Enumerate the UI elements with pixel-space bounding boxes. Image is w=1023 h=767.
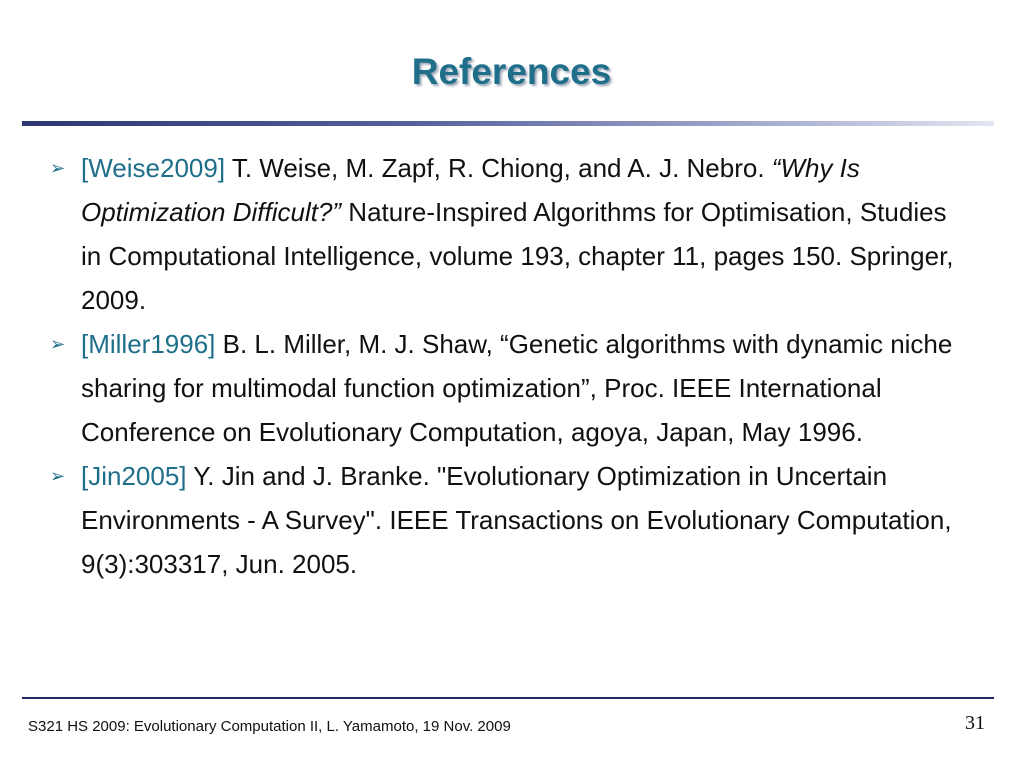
reference-details: Nature-Inspired Algorithms for Optimisation, Studies in Computational Intelligence, volume 193, chapter 11, pages 150. Springer, 2009. [81, 197, 954, 315]
arrowhead-bullet-icon: ➢ [50, 334, 66, 354]
reference-list [50, 146, 970, 586]
slide-title: References [411, 51, 612, 92]
arrowhead-bullet-icon: ➢ [50, 466, 66, 486]
arrowhead-bullet-icon: ➢ [50, 158, 66, 178]
page-number: 31 [965, 712, 985, 734]
reference-item-miller1996 [50, 322, 970, 454]
footer-text: S321 HS 2009: Evolutionary Computation II, L. Yamamoto, 19 Nov. 2009 [28, 718, 511, 735]
reference-item-weise2009 [50, 146, 970, 322]
title-divider [22, 121, 994, 126]
reference-text: B. L. Miller, M. J. Shaw, “Genetic algorithms with dynamic niche sharing for multimodal function optimization”, Proc. IEEE International Conference on Evolutionary Computation, agoya, Japan, May 1996. [81, 329, 953, 447]
reference-key: [Miller1996] [81, 329, 216, 359]
footer-divider [22, 697, 994, 699]
reference-item-jin2005 [50, 454, 970, 586]
reference-title: “Why Is Optimization Difficult?” [81, 153, 860, 227]
reference-key: [Weise2009] [81, 153, 226, 183]
reference-key: [Jin2005] [81, 461, 187, 491]
reference-authors: T. Weise, M. Zapf, R. Chiong, and A. J. Nebro. [225, 153, 765, 183]
reference-text: Y. Jin and J. Branke. "Evolutionary Optimization in Uncertain Environments - A Survey". IEEE Transactions on Evolutionary Computation, 9(3):303317, Jun. 2005. [81, 461, 952, 579]
